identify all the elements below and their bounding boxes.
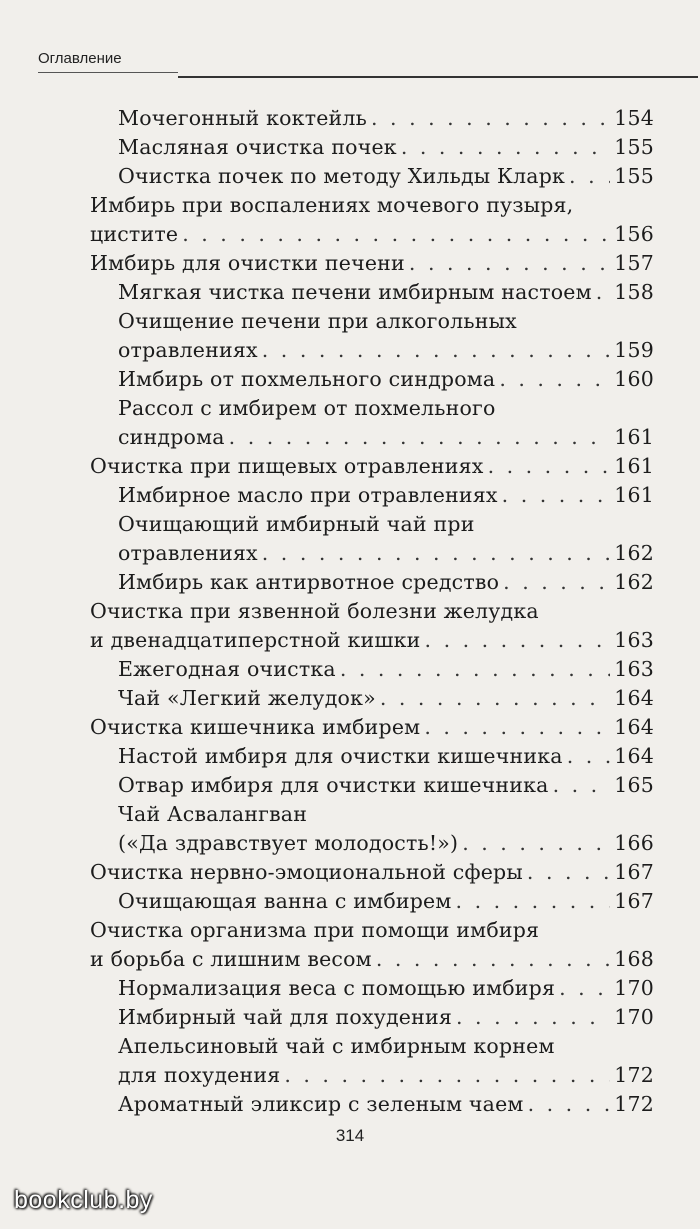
dot-leader — [528, 1090, 611, 1119]
toc-page-number: 162 — [614, 541, 654, 565]
toc-entry-row — [118, 887, 654, 916]
toc-entry — [90, 597, 654, 655]
toc-entry — [90, 133, 654, 162]
toc-entry — [90, 916, 654, 974]
dot-leader — [456, 887, 611, 916]
dot-leader — [409, 249, 610, 278]
dot-leader — [425, 626, 611, 655]
toc-entry — [90, 655, 654, 684]
toc-entry-row — [90, 452, 654, 481]
toc-entry-title: Мочегонный коктейль — [118, 106, 368, 130]
toc-page-number: 164 — [614, 715, 654, 739]
toc-entry — [90, 1090, 654, 1119]
toc-entry — [90, 510, 654, 568]
toc-entry-title: Чай «Легкий желудок» — [118, 686, 376, 710]
toc-page-number: 156 — [614, 222, 654, 246]
toc-entry-row — [90, 858, 654, 887]
toc-entry-row — [118, 423, 654, 452]
toc-page-number: 163 — [614, 628, 654, 652]
watermark: bookclub.by — [14, 1186, 153, 1214]
toc-entry-title: синдрома — [118, 425, 225, 449]
toc-entry-row — [118, 1061, 654, 1090]
toc-page-number: 155 — [614, 164, 654, 188]
toc-page-number: 158 — [614, 280, 654, 304]
toc-entry — [90, 771, 654, 800]
toc-entry-title: Масляная очистка почек — [118, 135, 397, 159]
toc-entry-title: Очистка почек по методу Хильды Кларк — [118, 164, 566, 188]
toc-entry-row — [90, 220, 654, 249]
toc-entry — [90, 684, 654, 713]
toc-entry-title: Очищающая ванна с имбирем — [118, 889, 452, 913]
toc-entry-title-line: Апельсиновый чай с имбирным корнем — [118, 1034, 555, 1058]
dot-leader — [340, 655, 610, 684]
toc-entry — [90, 394, 654, 452]
toc-entry — [90, 249, 654, 278]
toc-entry-row — [90, 626, 654, 655]
toc-entry-row — [118, 771, 654, 800]
toc-entry-title: Имбирное масло при отравлениях — [118, 483, 498, 507]
toc-entry-title: цистите — [90, 222, 179, 246]
dot-leader — [456, 1003, 610, 1032]
dot-leader — [262, 539, 611, 568]
toc-entry-title: отравлениях — [118, 338, 258, 362]
toc-entry-row — [118, 539, 654, 568]
toc-entry-row — [90, 249, 654, 278]
toc-entry-row — [118, 742, 654, 771]
toc-page-number: 164 — [614, 744, 654, 768]
toc-entry-row — [118, 974, 654, 1003]
dot-leader — [376, 945, 610, 974]
dot-leader — [284, 1061, 610, 1090]
toc-entry — [90, 858, 654, 887]
dot-leader — [182, 220, 610, 249]
toc-page-number: 170 — [614, 976, 654, 1000]
toc-entry-row — [118, 829, 654, 858]
toc-entry-title: Ароматный эликсир с зеленым чаем — [118, 1092, 524, 1116]
header-rule-thin — [38, 72, 178, 73]
toc-entry — [90, 974, 654, 1003]
toc-entry-title-line: Рассол с имбирем от похмельного — [118, 396, 496, 420]
toc-page-number: 172 — [614, 1063, 654, 1087]
toc-entry-title: Очистка кишечника имбирем — [90, 715, 421, 739]
toc-entry — [90, 307, 654, 365]
dot-leader — [553, 771, 611, 800]
toc-page-number: 154 — [614, 106, 654, 130]
toc-page-number: 168 — [614, 947, 654, 971]
toc-entry — [90, 191, 654, 249]
dot-leader — [462, 829, 610, 858]
toc-entry — [90, 742, 654, 771]
table-of-contents — [90, 104, 654, 1119]
toc-page-number: 164 — [614, 686, 654, 710]
toc-entry — [90, 1003, 654, 1032]
dot-leader — [503, 568, 610, 597]
dot-leader — [380, 684, 610, 713]
toc-entry — [90, 713, 654, 742]
header-rule — [178, 76, 698, 78]
header-title: Оглавление — [38, 50, 122, 67]
toc-entry — [90, 887, 654, 916]
toc-entry — [90, 1032, 654, 1090]
toc-entry-title: Очистка при пищевых отравлениях — [90, 454, 484, 478]
toc-page-number: 165 — [614, 773, 654, 797]
toc-page-number: 167 — [614, 860, 654, 884]
toc-page-number: 161 — [614, 454, 654, 478]
toc-page-number: 157 — [614, 251, 654, 275]
toc-page-number: 160 — [614, 367, 654, 391]
toc-entry-row — [90, 945, 654, 974]
dot-leader — [424, 713, 610, 742]
toc-entry — [90, 452, 654, 481]
toc-entry-title: («Да здравствует молодость!») — [118, 831, 459, 855]
dot-leader — [559, 974, 610, 1003]
toc-entry-title: Очистка нервно-эмоциональной сферы — [90, 860, 523, 884]
running-header — [38, 50, 658, 67]
toc-entry-title: Имбирь для очистки печени — [90, 251, 405, 275]
toc-entry — [90, 162, 654, 191]
toc-entry — [90, 278, 654, 307]
toc-entry-row — [118, 684, 654, 713]
toc-entry-title: отравлениях — [118, 541, 258, 565]
toc-entry-row — [118, 1003, 654, 1032]
toc-page-number: 162 — [614, 570, 654, 594]
toc-entry — [90, 365, 654, 394]
dot-leader — [262, 336, 611, 365]
toc-entry-row — [118, 655, 654, 684]
toc-entry-title: и борьба с лишним весом — [90, 947, 372, 971]
toc-entry-title: и двенадцатиперстной кишки — [90, 628, 421, 652]
toc-page-number: 172 — [614, 1092, 654, 1116]
dot-leader — [527, 858, 610, 887]
toc-page-number: 161 — [614, 483, 654, 507]
dot-leader — [569, 162, 610, 191]
toc-entry-title: Настой имбиря для очистки кишечника — [118, 744, 563, 768]
dot-leader — [229, 423, 611, 452]
dot-leader — [401, 133, 610, 162]
toc-entry-title-line: Очищение печени при алкогольных — [118, 309, 517, 333]
toc-entry-row — [118, 104, 654, 133]
toc-page-number: 166 — [614, 831, 654, 855]
toc-entry-title-line: Очистка организма при помощи имбиря — [90, 918, 540, 942]
page-number: 314 — [335, 1126, 365, 1145]
toc-entry-title: Нормализация веса с помощью имбиря — [118, 976, 556, 1000]
dot-leader — [371, 104, 610, 133]
dot-leader — [596, 278, 611, 307]
toc-entry-row — [118, 481, 654, 510]
toc-page-number: 155 — [614, 135, 654, 159]
toc-entry-row — [118, 278, 654, 307]
toc-entry — [90, 800, 654, 858]
toc-page-number: 163 — [614, 657, 654, 681]
dot-leader — [488, 452, 611, 481]
toc-entry-title: Ежегодная очистка — [118, 657, 336, 681]
dot-leader — [502, 481, 611, 510]
toc-entry — [90, 568, 654, 597]
toc-entry-title-line: Очищающий имбирный чай при — [118, 512, 475, 536]
toc-entry-title-line: Чай Асвалангван — [118, 802, 308, 826]
toc-entry-row — [90, 713, 654, 742]
toc-entry-title: для похудения — [118, 1063, 281, 1087]
toc-entry-row — [118, 365, 654, 394]
toc-page-number: 161 — [614, 425, 654, 449]
dot-leader — [499, 365, 610, 394]
toc-entry-title: Имбирь как антирвотное средство — [118, 570, 500, 594]
toc-entry-title-line: Имбирь при воспалениях мочевого пузыря, — [90, 193, 574, 217]
toc-entry-row — [118, 133, 654, 162]
toc-page-number: 170 — [614, 1005, 654, 1029]
toc-entry — [90, 481, 654, 510]
toc-entry-title-line: Очистка при язвенной болезни желудка — [90, 599, 539, 623]
toc-entry-title: Мягкая чистка печени имбирным настоем — [118, 280, 592, 304]
dot-leader — [567, 742, 611, 771]
toc-page-number: 159 — [614, 338, 654, 362]
toc-entry-row — [118, 336, 654, 365]
toc-entry-row — [118, 568, 654, 597]
toc-page-number: 167 — [614, 889, 654, 913]
toc-entry-row — [118, 1090, 654, 1119]
toc-entry-title: Имбирный чай для похудения — [118, 1005, 453, 1029]
toc-entry-row — [118, 162, 654, 191]
toc-entry-title: Имбирь от похмельного синдрома — [118, 367, 496, 391]
toc-entry — [90, 104, 654, 133]
toc-entry-title: Отвар имбиря для очистки кишечника — [118, 773, 549, 797]
